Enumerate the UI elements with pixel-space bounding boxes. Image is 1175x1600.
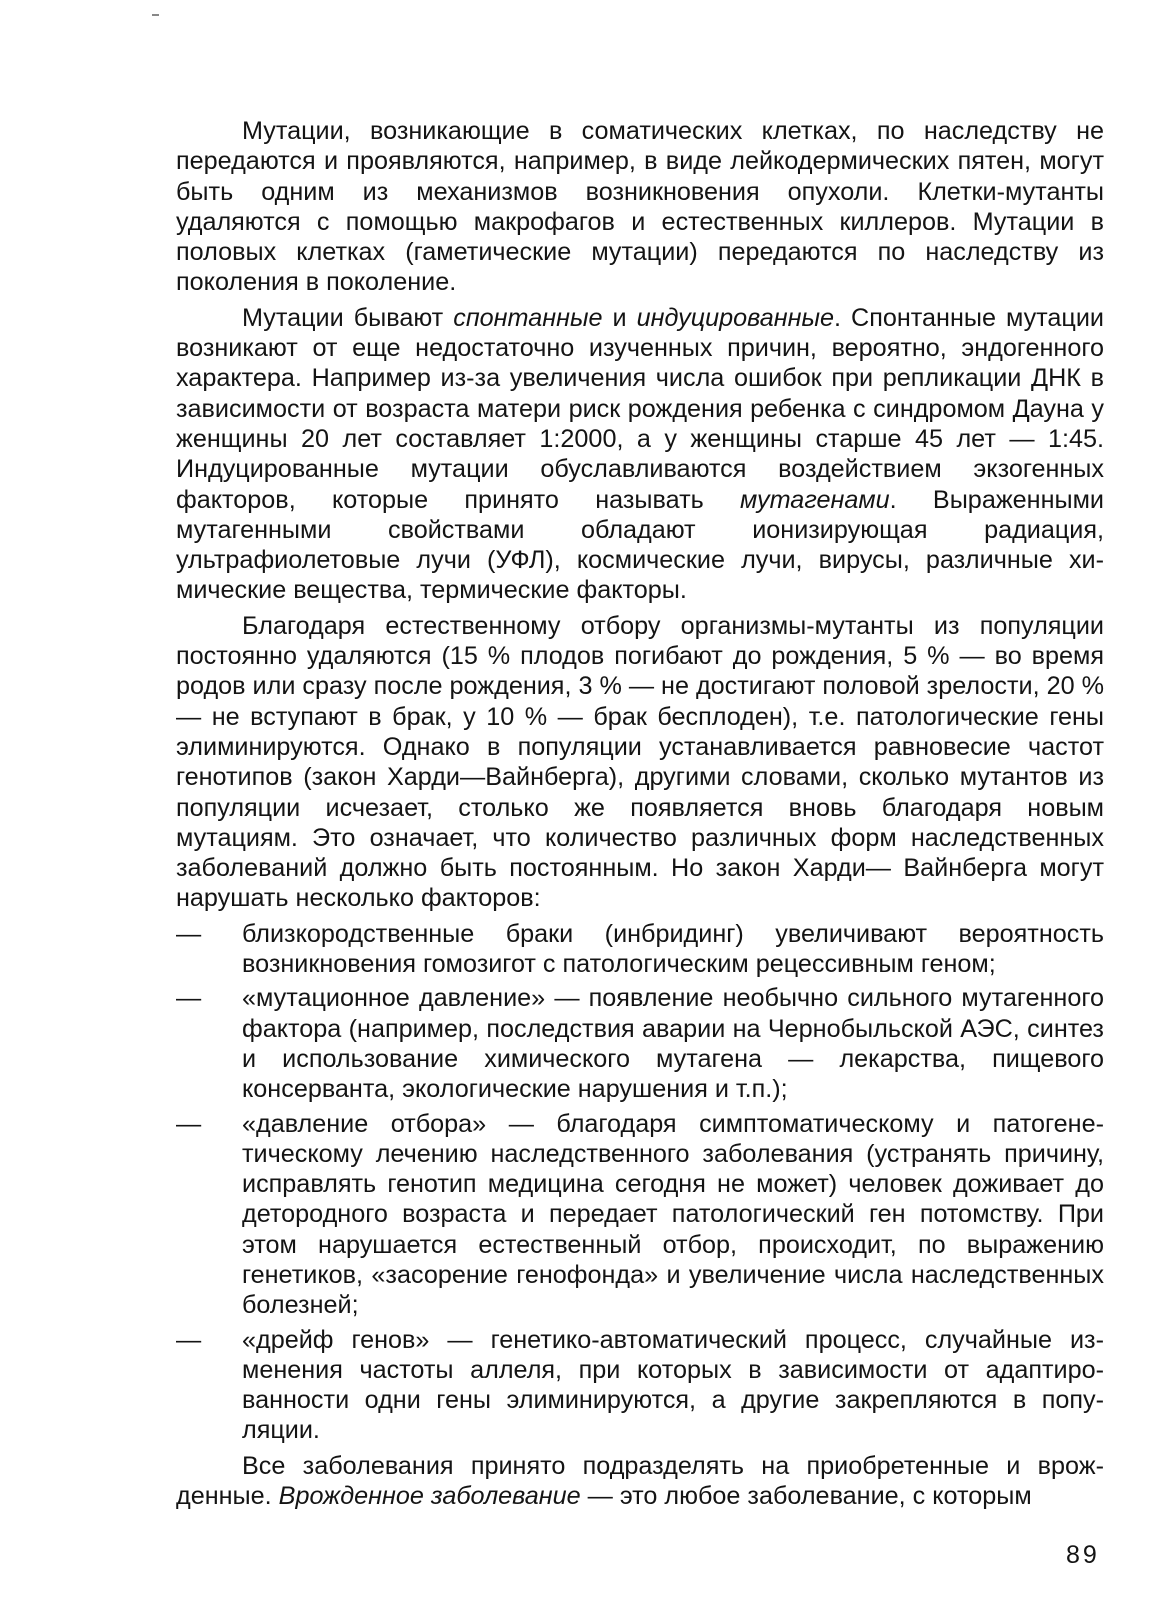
list-item: [176, 919, 1104, 980]
dash-bullet: —: [176, 984, 202, 1013]
factors-list: [176, 919, 1104, 1446]
list-item: [176, 1109, 1104, 1321]
text-segment: Благодаря естественному отбору организмы-мутанты из популяции постоянно удаляются (15 % плодов погибают до рождения, 5 % — во время родов или сразу после рождения, 3 % — не достигают половой зрелости, 20 % — не вступают в брак, у 10 % — брак бесплоден), т.е. патологические гены элиминируются. Однако в популяции устанавливается равновесие частот генотипов (закон Харди—Вайнберга), другими словами, сколько мутантов из популяции исчезает, столько же появляется вновь благодаря новым мутациям. Это означает, что количество различных форм наследственных заболеваний должно быть постоянным. Но закон Харди— Вайнберга могут нарушать несколько факторов:: [176, 611, 1104, 913]
term-mutagens: мутагенами: [740, 485, 890, 514]
list-item: [176, 983, 1104, 1104]
list-item-text: «мутационное давление» — появление необычно сильного мутагенного фактора (например, последствия аварии на Чернобыльской АЭС, синтез и использование химического мутагена — лекарства, пищевого консерванта, экологические нарушения и т.п.);: [242, 984, 1104, 1104]
dash-bullet: —: [176, 1109, 202, 1138]
text-segment: Все заболевания принято подразделять на приобретенные и врожденные.: [176, 1451, 1104, 1511]
paragraph-congenital-diseases: [176, 1451, 1104, 1512]
paragraph-mutation-types: [176, 303, 1104, 606]
page-number: 89: [1066, 1541, 1100, 1569]
term-induced: индуцированные: [636, 303, 835, 332]
term-spontaneous: спонтанные: [453, 303, 603, 332]
list-item: [176, 1325, 1104, 1446]
text-segment: Мутации бывают: [242, 303, 454, 332]
list-item-text: «давление отбора» — благодаря симптоматическому и патогенетическому лечению наследственного заболевания (устранять причину, исправлять генотип медицина сегодня не может) человек доживает до детородного возраста и передает патологический ген потомству. При этом нарушается естественный отбор, происходит, по выражению генетиков, «засорение генофонда» и увеличение числа наследственных болезней;: [242, 1109, 1104, 1320]
paragraph-natural-selection: [176, 611, 1104, 914]
text-segment: и: [602, 303, 637, 332]
dash-bullet: —: [176, 1325, 202, 1354]
dash-bullet: —: [176, 919, 202, 948]
text-segment: . Выраженными мутагенными свойствами обладают ионизирующая радиация, ультрафиолетовые лучи (УФЛ), космические лучи, вирусы, различные химические вещества, термические факторы.: [176, 485, 1104, 605]
text-segment: Мутации, возникающие в соматических клетках, по наследству не передаются и проявляются, например, в виде лейкодермических пятен, могут быть одним из механизмов возникновения опухоли. Клетки-мутанты удаляются с помощью макрофагов и естественных киллеров. Мутации в половых клетках (гаметические мутации) передаются по наследству из поколения в поколение.: [176, 117, 1104, 297]
paragraph-somatic-mutations: [176, 116, 1104, 298]
page-body: [176, 116, 1104, 1511]
scan-artifact-mark: [152, 14, 159, 16]
term-congenital-disease: Врожденное заболевание: [278, 1482, 581, 1511]
text-segment: . Спонтанные мутации возникают от еще недостаточно изученных причин, вероятно, эндогенного характера. Например из-за увеличения числа ошибок при репликации ДНК в зависимости от возраста матери риск рождения ребенка с синдромом Дауна у женщины 20 лет составляет 1:2000, а у женщины старше 45 лет — 1:45. Индуцированные мутации обуславливаются воздействием экзогенных факторов, которые принято называть: [176, 303, 1104, 514]
list-item-text: «дрейф генов» — генетико-автоматический процесс, случайные изменения частоты аллеля, при которых в зависимости от адаптированности одни гены элиминируются, а другие закрепляются в популяции.: [242, 1325, 1104, 1445]
list-item-text: близкородственные браки (инбридинг) увеличивают вероятность возникновения гомозигот с патологическим рецессивным геном;: [242, 919, 1104, 979]
text-segment: — это любое заболевание, с которым: [580, 1482, 1032, 1511]
